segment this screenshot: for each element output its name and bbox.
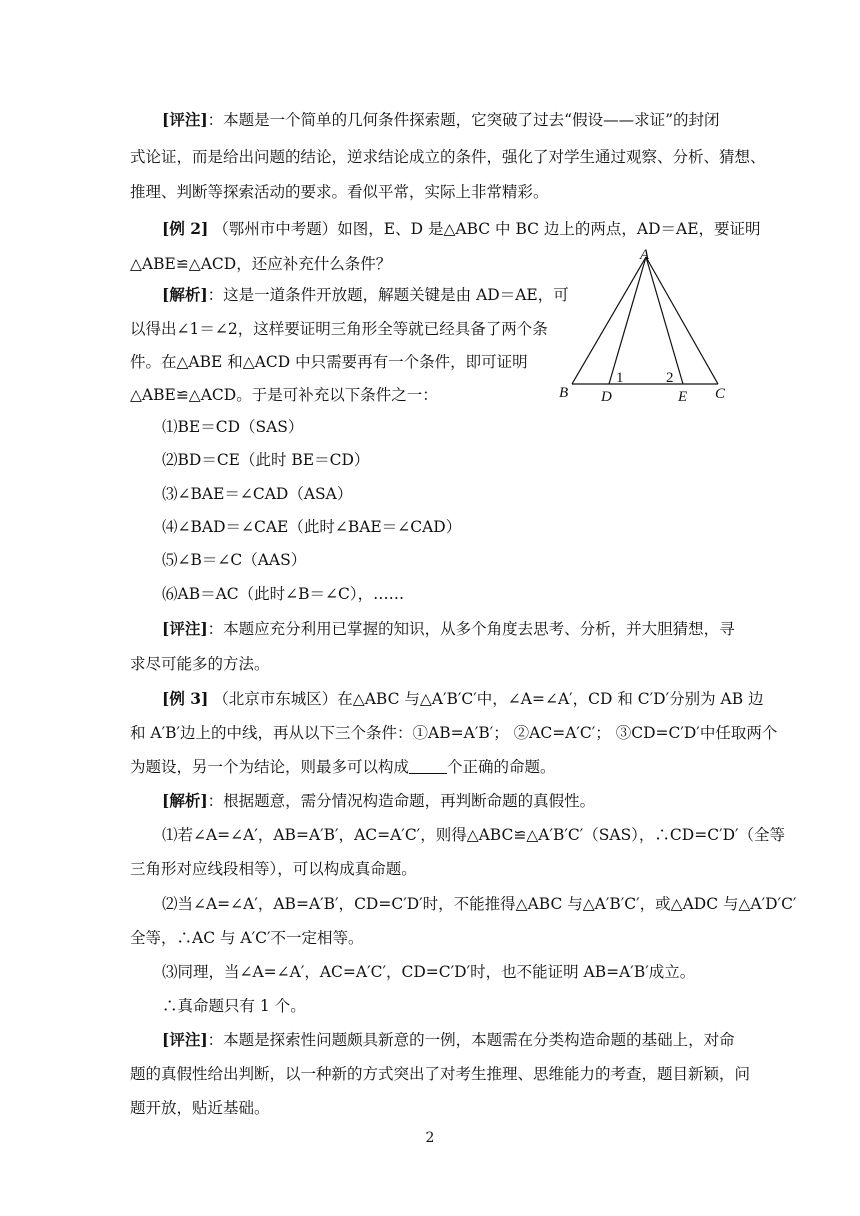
text-line: △ABE≌△ACD。于是可补充以下条件之一：	[130, 386, 438, 404]
list-item: ⑵BD＝CE（此时 BE＝CD）	[162, 451, 370, 469]
list-item: ⑸∠B＝∠C（AAS）	[162, 551, 307, 569]
text-line: ⑵当∠A=∠A′，AB=A′B′，CD=C′D′时，不能推得△ABC 与△A′B′C′，或△ADC 与△A′D′C′	[162, 895, 797, 913]
list-item: ⑴BE＝CD（SAS）	[162, 418, 304, 436]
label-angle-2: 2	[666, 370, 674, 386]
text-line: 以得出∠1＝∠2，这样要证明三角形全等就已经具备了两个条	[130, 320, 548, 338]
page-number: 2	[425, 1130, 435, 1146]
segment-ad	[609, 257, 646, 384]
triangle-figure	[555, 245, 735, 410]
text-line: [评注]：本题是一个简单的几何条件探索题，它突破了过去“假设——求证”的封闭	[162, 110, 720, 129]
text-line: 题的真假性给出判断，以一种新的方式突出了对考生推理、思维能力的考查，题目新颖，问	[130, 1065, 751, 1083]
text-line: ⑴若∠A=∠A′，AB=A′B′，AC=A′C′，则得△ABC≌△A′B′C′（SAS），∴CD=C′D′（全等	[162, 826, 786, 844]
text-line: 推理、判断等探索活动的要求。看似平常，实际上非常精彩。	[130, 183, 549, 201]
text-line: △ABE≌△ACD，还应补充什么条件？	[130, 255, 392, 273]
text-line: [例 2] （鄂州市中考题）如图，E、D 是△ABC 中 BC 边上的两点，AD＝AE，要证明	[162, 219, 761, 238]
text-line: 三角形对应线段相等），可以构成真命题。	[130, 860, 417, 878]
label-angle-1: 1	[616, 370, 624, 386]
example-label: [例 3]	[162, 689, 209, 708]
list-item: ⑷∠BAD＝∠CAE（此时∠BAE＝∠CAD）	[162, 518, 462, 536]
side-ab	[572, 257, 646, 384]
comment-label: [评注]	[162, 1030, 208, 1049]
analysis-label: [解析]	[162, 791, 208, 810]
text-line: 题开放，贴近基础。	[130, 1099, 270, 1117]
text-line: 求尽可能多的方法。	[130, 655, 270, 673]
side-ac	[646, 257, 718, 384]
label-b: B	[559, 385, 569, 401]
comment-label: [评注]	[162, 619, 208, 638]
list-item: ⑶∠BAE＝∠CAD（ASA）	[162, 485, 353, 503]
text-line: [解析]：这是一道条件开放题，解题关键是由 AD＝AE，可	[162, 285, 569, 304]
text-line: ⑶同理，当∠A=∠A′，AC=A′C′，CD=C′D′时，也不能证明 AB=A′B′成立。	[162, 963, 696, 981]
text-line: [评注]：本题应充分利用已掌握的知识，从多个角度去思考、分析，并大胆猜想，寻	[162, 619, 735, 638]
analysis-label: [解析]	[162, 285, 208, 304]
list-item: ⑹AB＝AC（此时∠B＝∠C），……	[162, 585, 405, 603]
example-label: [例 2]	[162, 219, 209, 238]
text-line: [解析]：根据题意，需分情况构造命题，再判断命题的真假性。	[162, 791, 596, 810]
text-line: 全等，∴AC 与 A′C′不一定相等。	[130, 929, 364, 947]
label-c: C	[715, 386, 726, 402]
label-a: A	[640, 247, 650, 263]
comment-label: [评注]	[162, 110, 208, 129]
answer-blank	[409, 759, 447, 774]
segment-ae	[646, 257, 683, 384]
text-line: ∴真命题只有 1 个。	[162, 997, 306, 1015]
text-line: 式论证，而是给出问题的结论，逆求结论成立的条件，强化了对学生通过观察、分析、猜想、	[130, 148, 766, 166]
label-e: E	[678, 389, 688, 405]
text-line: 和 A′B′边上的中线，再从以下三个条件：①AB=A′B′； ②AC=A′C′； ③CD=C′D′中任取两个	[130, 724, 778, 742]
label-d: D	[601, 389, 612, 405]
text-line: 件。在△ABE 和△ACD 中只需要再有一个条件，即可证明	[130, 353, 528, 371]
text-line: [评注]：本题是探索性问题颇具新意的一例，本题需在分类构造命题的基础上，对命	[162, 1030, 735, 1049]
text-line: 为题设，另一个为结论，则最多可以构成 个正确的命题。	[130, 758, 556, 776]
text-line: [例 3] （北京市东城区）在△ABC 与△A′B′C′中，∠A=∠A′，CD 和 C′D′分别为 AB 边	[162, 689, 764, 708]
